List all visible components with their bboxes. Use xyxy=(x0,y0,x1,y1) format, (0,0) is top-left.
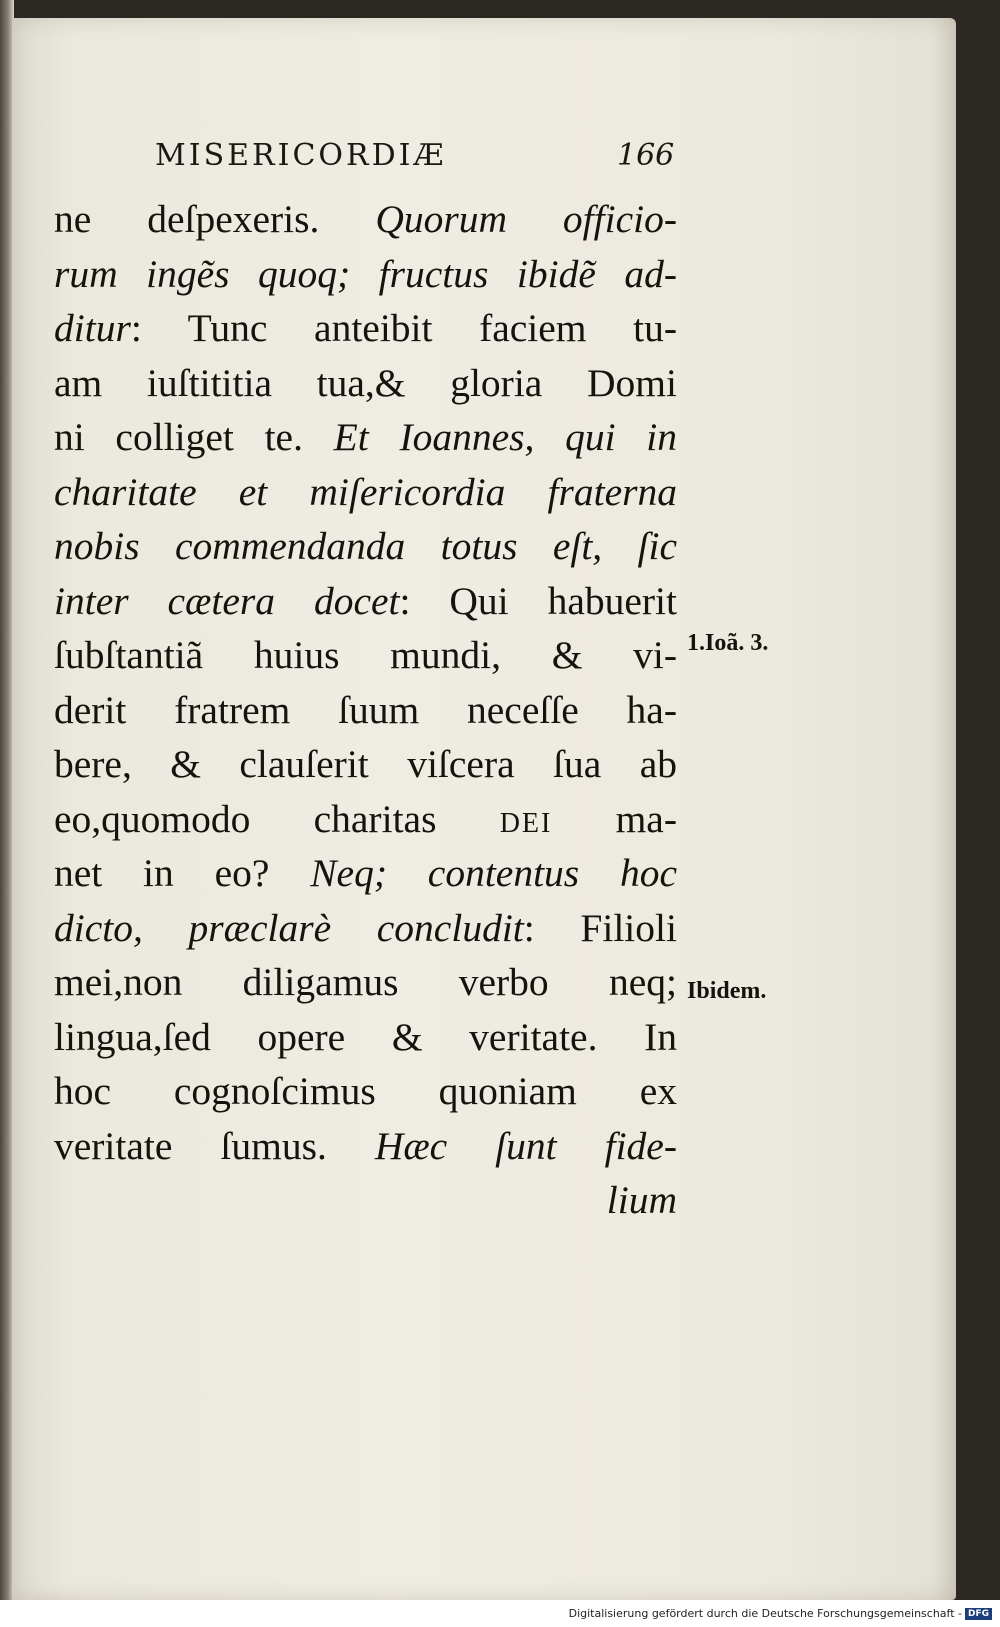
marginal-reference-1: 1.Ioã. 3. xyxy=(687,630,769,656)
text-line-6: charitate et miſericordia fraterna xyxy=(54,469,677,514)
running-head-title: MISERICORDIÆ xyxy=(155,138,447,173)
text-line-1: ne deſpexeris. Quorum officio- xyxy=(54,197,677,241)
text-line-9: ſubſtantiã huius mundi, & vi- xyxy=(54,633,677,677)
text-line-17: hoc cognoſcimus quoniam ex xyxy=(54,1069,677,1113)
text-line-16: lingua,ſed opere & veritate. In xyxy=(54,1014,677,1059)
marginal-reference-2: Ibidem. xyxy=(687,978,767,1004)
text-line-4: am iuſtititia tua,& gloria Domi xyxy=(54,360,677,405)
text-line-13: net in eo? Neq; contentus hoc xyxy=(54,851,678,895)
text-line-10: derit fratrem ſuum neceſſe ha- xyxy=(54,687,677,732)
text-line-12: eo,quomodo charitas dei ma- xyxy=(54,796,677,841)
text-line-18: veritate ſumus. Hæc ſunt fide- xyxy=(54,1123,677,1168)
footer-credit xyxy=(569,1607,992,1620)
text-line-14: dicto, præclarè concludit: Filioli xyxy=(54,905,677,950)
page-shadow xyxy=(930,18,956,1600)
text-line-2: rum ingẽs quoq; fructus ibidẽ ad- xyxy=(54,251,677,296)
text-line-15: mei,non diligamus verbo neq; xyxy=(54,960,677,1004)
text-line-3: ditur: Tunc anteibit faciem tu- xyxy=(54,306,677,350)
text-line-7: nobis commendanda totus eſt, ſic xyxy=(54,524,677,568)
dfg-logo-icon: DFG xyxy=(965,1608,992,1620)
catchword: lium xyxy=(606,1178,677,1222)
text-line-11: bere, & clauſerit viſcera ſua ab xyxy=(54,742,677,786)
body-text xyxy=(54,192,677,1228)
page-number: 166 xyxy=(617,138,675,173)
footer-credit-text: Digitalisierung gefördert durch die Deutsche Forschungsgemeinschaft - xyxy=(568,1607,962,1620)
text-line-5: ni colliget te. Et Ioannes, qui in xyxy=(54,415,677,459)
text-line-8: inter cætera docet: Qui habuerit xyxy=(54,578,677,623)
